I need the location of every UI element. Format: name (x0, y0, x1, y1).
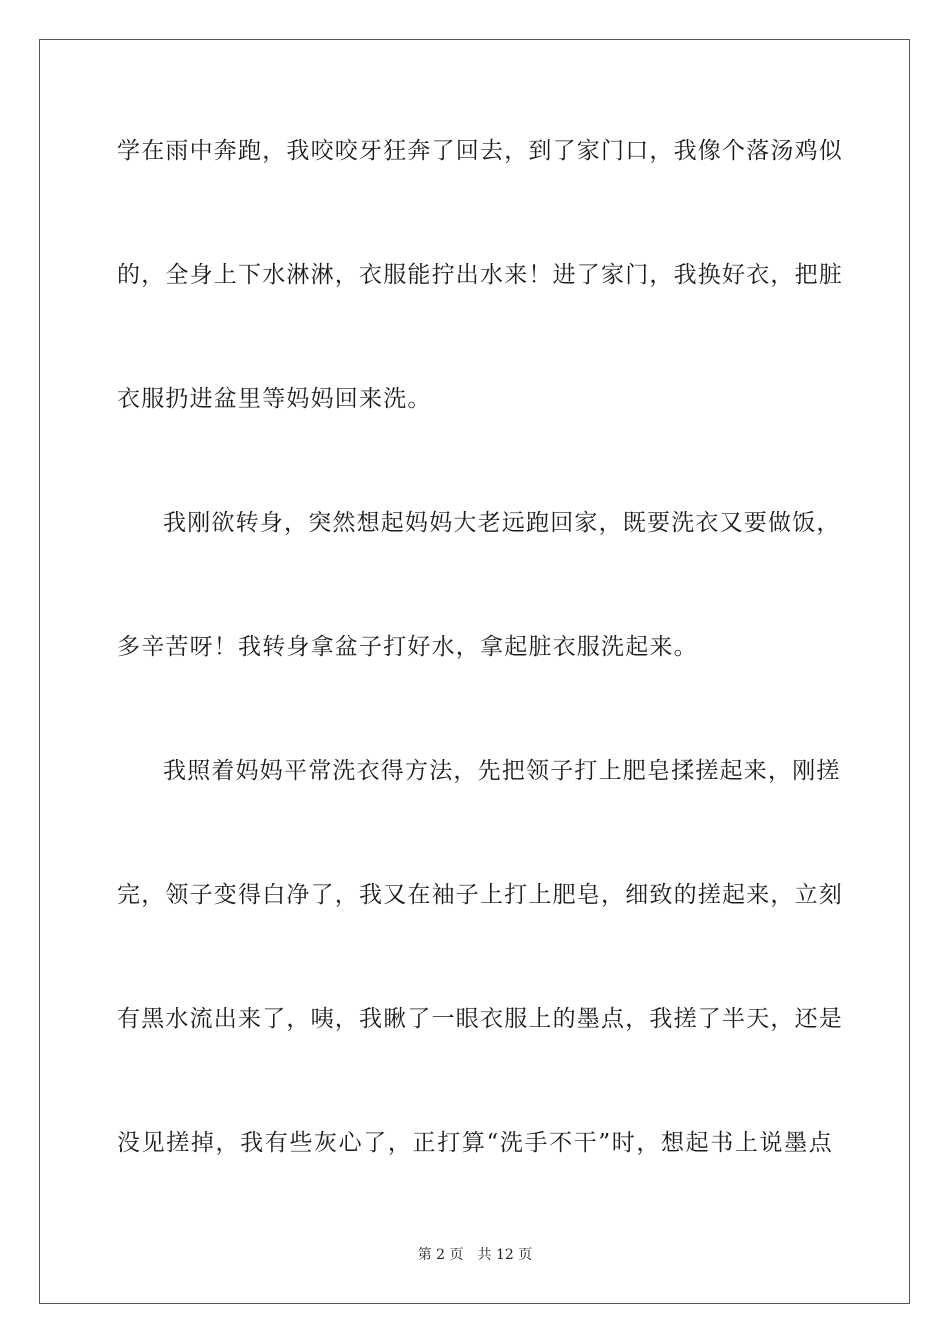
paragraph-2-line-2: 多辛苦呀！我转身拿盆子打好水，拿起脏衣服洗起来。 (117, 634, 698, 660)
page-border (39, 39, 910, 1304)
text-line-1: 学在雨中奔跑，我咬咬牙狂奔了回去，到了家门口，我像个落汤鸡似 (117, 138, 843, 164)
page-number: 第 2 页 (417, 1247, 464, 1263)
paragraph-3-line-3: 有黑水流出来了，咦，我瞅了一眼衣服上的墨点，我搓了半天，还是 (117, 1006, 843, 1032)
paragraph-3-line-4: 没见搓掉，我有些灰心了，正打算“洗手不干”时，想起书上说墨点 (117, 1130, 833, 1156)
text-line-2: 的，全身上下水淋淋，衣服能拧出水来！进了家门，我换好衣，把脏 (117, 262, 843, 288)
page-footer (0, 1246, 950, 1264)
page-total: 共 12 页 (477, 1247, 533, 1263)
paragraph-2-line-1: 我刚欲转身，突然想起妈妈大老远跑回家，既要洗衣又要做饭， (163, 510, 841, 536)
paragraph-3-line-1: 我照着妈妈平常洗衣得方法，先把领子打上肥皂揉搓起来，刚搓 (163, 758, 841, 784)
text-line-3: 衣服扔进盆里等妈妈回来洗。 (117, 386, 432, 412)
paragraph-3-line-2: 完，领子变得白净了，我又在袖子上打上肥皂，细致的搓起来，立刻 (117, 882, 843, 908)
